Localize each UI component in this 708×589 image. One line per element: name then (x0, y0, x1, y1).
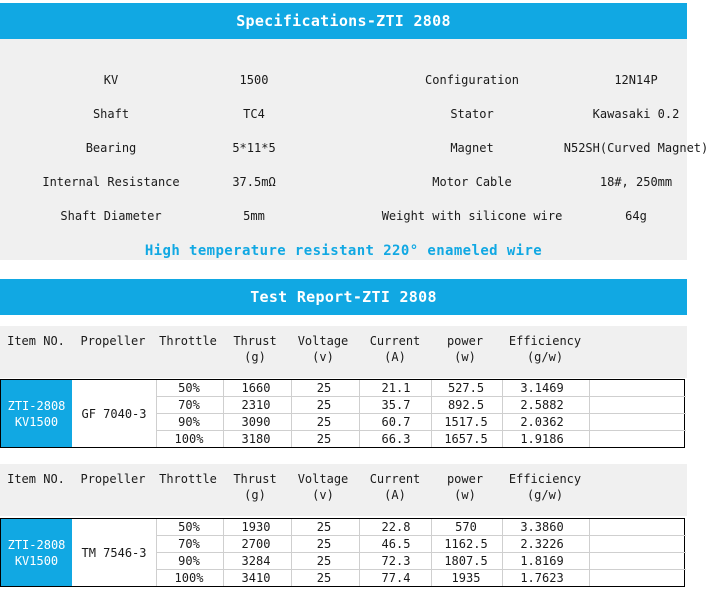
col-current (370, 471, 421, 503)
col-current-label: Current (369, 334, 421, 348)
spec-value: N52SH(Curved Magnet) (563, 141, 708, 155)
col-throttle: Throttle (159, 334, 217, 348)
current-cell: 22.8 (381, 520, 411, 534)
spec-label: Shaft (92, 107, 130, 121)
thrust-cell: 3090 (241, 415, 271, 429)
table-row (1, 553, 688, 570)
spec-value: 64g (625, 209, 647, 223)
power-cell: 1807.5 (444, 554, 488, 568)
spec-title: Specifications-ZTI 2808 (236, 12, 451, 30)
table-row (1, 570, 688, 587)
col-thrust-unit: (g) (244, 350, 266, 364)
power-cell: 1657.5 (444, 432, 488, 446)
throttle-cell: 90% (178, 415, 200, 429)
data-table-1 (0, 379, 685, 448)
col-item: Item NO. (7, 472, 65, 486)
col-thrust-unit: (g) (244, 488, 266, 502)
voltage-cell: 25 (316, 520, 332, 534)
col-current-unit: (A) (384, 350, 406, 364)
col-current-label: Current (369, 472, 421, 486)
col-current (370, 333, 421, 365)
spec-label: Stator (450, 107, 494, 121)
spec-value: 1500 (239, 73, 269, 87)
spec-value: Kawasaki 0.2 (592, 107, 680, 121)
efficiency-cell: 1.7623 (520, 571, 564, 585)
spec-label: Bearing (85, 141, 137, 155)
throttle-cell: 90% (178, 554, 200, 568)
col-thrust (233, 333, 276, 365)
spec-label: Configuration (425, 73, 519, 87)
col-power-label: power (446, 472, 484, 486)
report-title: Test Report-ZTI 2808 (250, 288, 437, 306)
col-voltage-label: Voltage (297, 472, 349, 486)
col-voltage-unit: (v) (312, 488, 334, 502)
current-cell: 46.5 (381, 537, 411, 551)
thrust-cell: 3410 (241, 571, 271, 585)
enameled-wire-note: High temperature resistant 220° enameled wire (144, 243, 543, 259)
spec-value: 18#, 250mm (599, 175, 673, 189)
thrust-cell: 1930 (241, 520, 271, 534)
col-voltage (298, 333, 349, 365)
col-propeller: Propeller (80, 472, 146, 486)
col-power-unit: (w) (454, 488, 476, 502)
col-throttle: Throttle (159, 472, 217, 486)
table-row (1, 536, 688, 553)
spec-label: Internal Resistance (42, 175, 180, 189)
table-header (0, 464, 687, 516)
voltage-cell: 25 (316, 432, 332, 446)
efficiency-cell: 1.9186 (520, 432, 564, 446)
item-kv: KV1500 (14, 414, 59, 429)
item-model: ZTI-2808 (7, 398, 66, 413)
voltage-cell: 25 (316, 398, 332, 412)
efficiency-cell: 1.8169 (520, 554, 564, 568)
spec-row (0, 138, 708, 158)
efficiency-cell: 2.5882 (520, 398, 564, 412)
thrust-cell: 3180 (241, 432, 271, 446)
table-row (1, 380, 688, 397)
power-cell: 892.5 (447, 398, 485, 412)
col-voltage-label: Voltage (297, 334, 349, 348)
power-cell: 570 (455, 520, 477, 534)
spec-row (0, 70, 687, 90)
data-table-2 (0, 518, 685, 587)
col-thrust-label: Thrust (233, 472, 277, 486)
item-model: ZTI-2808 (7, 537, 66, 552)
col-power-label: power (446, 334, 484, 348)
propeller-cell: GF 7040-3 (81, 406, 147, 421)
efficiency-cell: 2.0362 (520, 415, 564, 429)
spec-value: TC4 (243, 107, 265, 121)
spec-value: 5*11*5 (232, 141, 276, 155)
col-thrust-label: Thrust (233, 334, 277, 348)
throttle-cell: 50% (178, 381, 200, 395)
col-efficiency (509, 471, 581, 503)
spec-label: Weight with silicone wire (381, 209, 563, 223)
table-row (1, 397, 688, 414)
spec-row (0, 104, 687, 124)
col-propeller: Propeller (80, 334, 146, 348)
col-efficiency-unit: (g/w) (526, 350, 564, 364)
voltage-cell: 25 (316, 415, 332, 429)
spec-title-banner (0, 3, 687, 39)
table-row (1, 431, 688, 448)
col-efficiency-label: Efficiency (508, 334, 582, 348)
col-power (447, 471, 483, 503)
spec-value: 12N14P (614, 73, 658, 87)
throttle-cell: 50% (178, 520, 200, 534)
thrust-cell: 3284 (241, 554, 271, 568)
voltage-cell: 25 (316, 537, 332, 551)
col-voltage (298, 471, 349, 503)
spec-label: Shaft Diameter (60, 209, 162, 223)
power-cell: 1935 (451, 571, 481, 585)
table-header (0, 326, 687, 378)
voltage-cell: 25 (316, 571, 332, 585)
col-thrust (233, 471, 276, 503)
spec-label: Magnet (450, 141, 494, 155)
thrust-cell: 1660 (241, 381, 271, 395)
efficiency-cell: 3.1469 (520, 381, 564, 395)
throttle-cell: 70% (178, 398, 200, 412)
col-power (447, 333, 483, 365)
voltage-cell: 25 (316, 554, 332, 568)
current-cell: 77.4 (381, 571, 411, 585)
report-title-banner (0, 279, 687, 315)
power-cell: 527.5 (447, 381, 485, 395)
efficiency-cell: 2.3226 (520, 537, 564, 551)
current-cell: 35.7 (381, 398, 411, 412)
thrust-cell: 2700 (241, 537, 271, 551)
thrust-cell: 2310 (241, 398, 271, 412)
col-item: Item NO. (7, 334, 65, 348)
table-row (1, 519, 688, 536)
throttle-cell: 100% (174, 571, 204, 585)
power-cell: 1162.5 (444, 537, 488, 551)
current-cell: 21.1 (381, 381, 411, 395)
col-efficiency-label: Efficiency (508, 472, 582, 486)
efficiency-cell: 3.3860 (520, 520, 564, 534)
current-cell: 72.3 (381, 554, 411, 568)
throttle-cell: 100% (174, 432, 204, 446)
voltage-cell: 25 (316, 381, 332, 395)
throttle-cell: 70% (178, 537, 200, 551)
table-row (1, 414, 688, 431)
col-current-unit: (A) (384, 488, 406, 502)
spec-row (0, 206, 687, 226)
col-efficiency (509, 333, 581, 365)
spec-label: KV (103, 73, 119, 87)
col-voltage-unit: (v) (312, 350, 334, 364)
spec-value: 37.5mΩ (232, 175, 276, 189)
spec-panel (0, 39, 708, 260)
current-cell: 60.7 (381, 415, 411, 429)
spec-value: 5mm (243, 209, 265, 223)
propeller-cell: TM 7546-3 (81, 545, 147, 560)
col-power-unit: (w) (454, 350, 476, 364)
spec-label: Motor Cable (432, 175, 512, 189)
power-cell: 1517.5 (444, 415, 488, 429)
current-cell: 66.3 (381, 432, 411, 446)
spec-row (0, 172, 687, 192)
item-kv: KV1500 (14, 553, 59, 568)
col-efficiency-unit: (g/w) (526, 488, 564, 502)
